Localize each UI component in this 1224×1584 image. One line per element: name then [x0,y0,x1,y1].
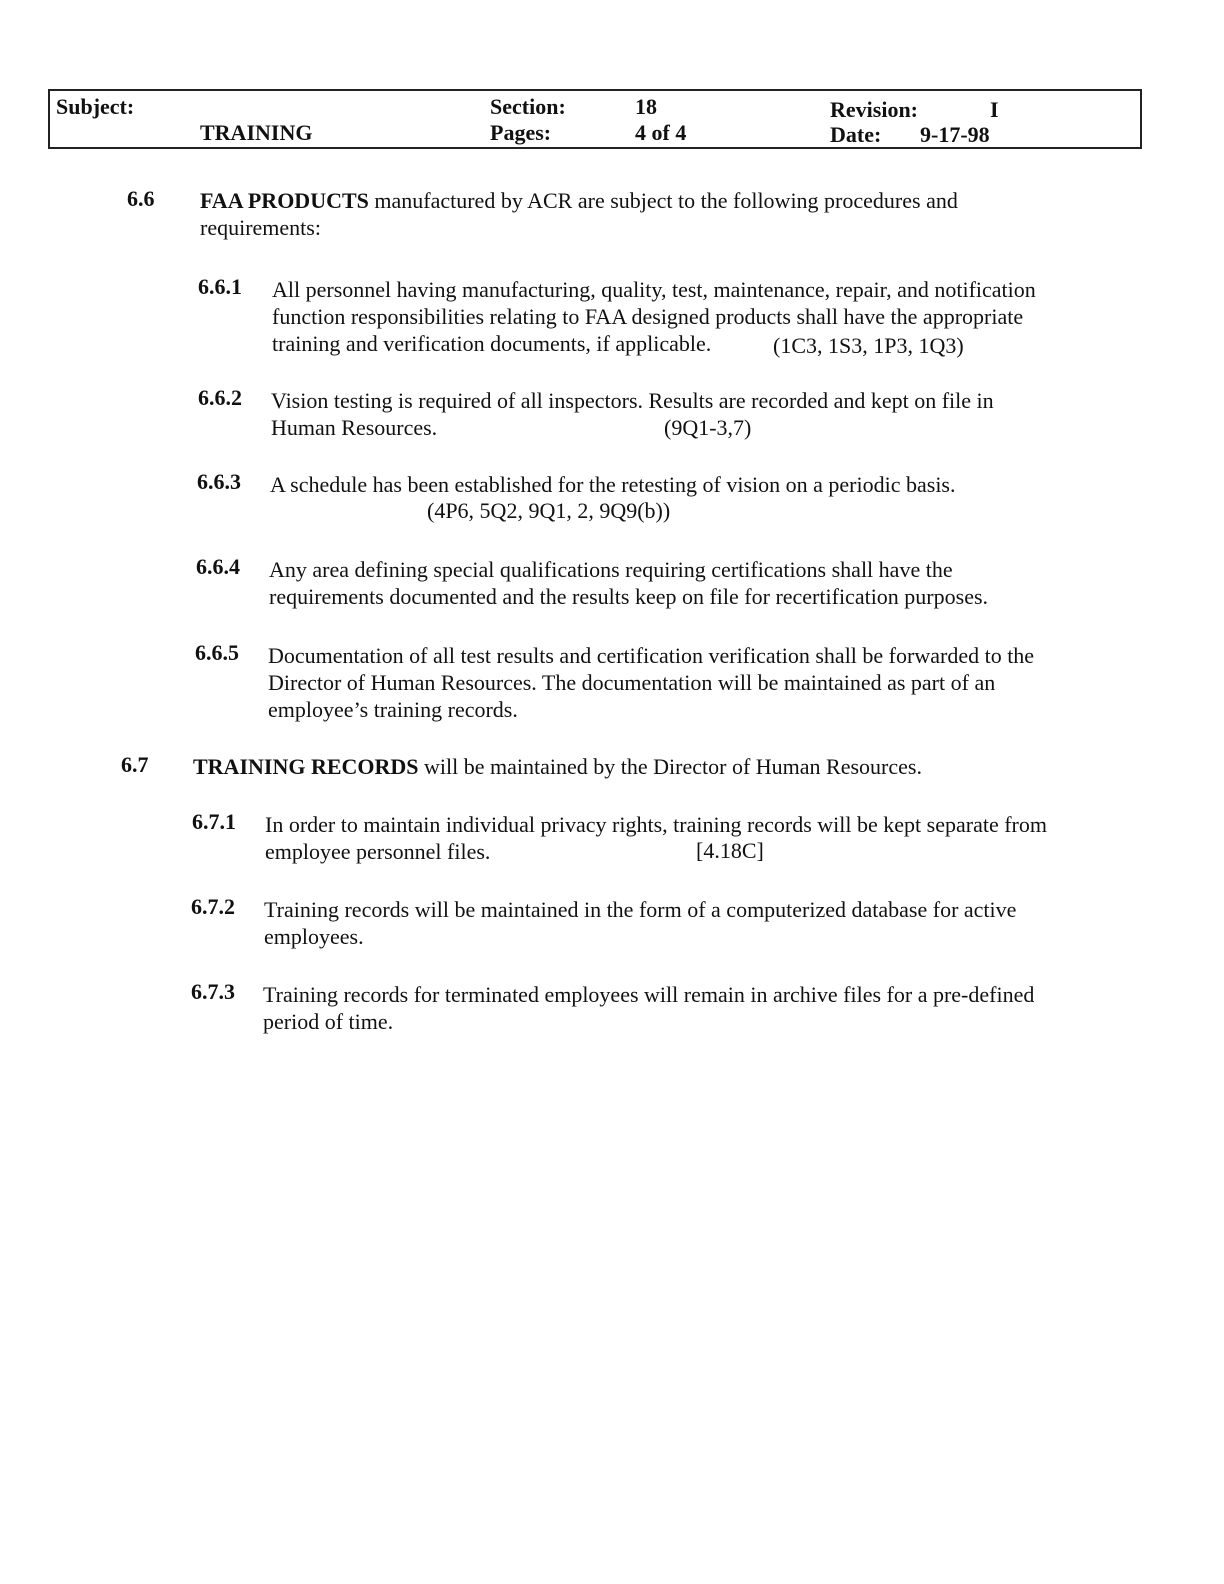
section-6-7-1-line2: employee personnel files. [265,839,491,864]
section-6-6-2-reference: (9Q1-3,7) [664,415,752,440]
section-6-6-5-line1: Documentation of all test results and certification verification shall be forwarded to the [268,643,1035,668]
section-6-6-line1: manufactured by ACR are subject to the following procedures and [368,188,958,213]
section-number-6-7-3: 6.7.3 [191,979,235,1004]
section-number-6-7-1: 6.7.1 [192,809,236,834]
section-number-6-6-2: 6.6.2 [198,385,242,410]
document-header [48,89,1142,149]
section-6-6-3-text [270,471,1130,498]
pages-label: Pages: [490,120,552,145]
section-6-7-heading: TRAINING RECORDS [193,754,419,779]
section-6-6-4-line1: Any area defining special qualifications requiring certifications shall have the [269,557,953,582]
date-label: Date: [830,122,882,147]
pages-value: 4 of 4 [635,120,687,145]
section-6-6-3-line1: A schedule has been established for the retesting of vision on a periodic basis. [270,472,956,497]
section-6-6-4-line2: requirements documented and the results keep on file for recertification purposes. [269,584,989,609]
section-number-6-6-1: 6.6.1 [198,274,242,299]
date-value: 9-17-98 [920,122,990,147]
section-6-7-3-line2: period of time. [263,1009,394,1034]
section-6-7-1-line1: In order to maintain individual privacy rights, training records will be kept separate from [265,812,1047,837]
section-6-6-5-text [268,642,1138,723]
section-label: Section: [490,94,566,119]
section-6-6-2-line1: Vision testing is required of all inspectors. Results are recorded and kept on file in [271,388,994,413]
section-6-6-5-line2: Director of Human Resources. The documentation will be maintained as part of an [268,670,996,695]
subject-label: Subject: [56,94,135,119]
section-6-7-line1: will be maintained by the Director of Human Resources. [418,754,922,779]
section-6-6-5-line3: employee’s training records. [268,697,518,722]
section-value: 18 [635,94,657,119]
section-6-6-line2: requirements: [200,215,321,240]
section-6-7-2-line2: employees. [264,924,364,949]
subject-value: TRAINING [200,120,313,145]
section-number-6-6-5: 6.6.5 [195,640,239,665]
section-number-6-6-3: 6.6.3 [197,469,241,494]
section-number-6-6: 6.6 [127,186,155,211]
section-6-6-2-line2: Human Resources. [271,415,438,440]
section-6-6-1-line2: function responsibilities relating to FAA designed products shall have the appropriate [272,304,1024,329]
section-6-6-3-reference: (4P6, 5Q2, 9Q1, 2, 9Q9(b)) [427,498,671,523]
section-6-7-1-reference: [4.18C] [696,838,764,863]
section-number-6-6-4: 6.6.4 [196,554,240,579]
section-6-6-1-text [272,276,1132,357]
section-6-6-heading: FAA PRODUCTS [200,188,369,213]
section-6-7-text [193,753,1093,780]
section-6-6-1-line1: All personnel having manufacturing, quality, test, maintenance, repair, and notification [272,277,1036,302]
revision-label: Revision: [830,97,918,122]
section-6-7-2-line1: Training records will be maintained in the form of a computerized database for active [264,897,1017,922]
section-6-6-1-line3: training and verification documents, if applicable. [272,331,712,356]
section-number-6-7: 6.7 [121,752,149,777]
section-6-7-3-text [263,981,1143,1035]
section-6-7-2-text [264,896,1144,950]
section-6-6-4-text [269,556,1129,610]
revision-value: I [990,97,999,122]
section-6-6-text [200,187,1100,241]
section-6-7-3-line1: Training records for terminated employees will remain in archive files for a pre-defined [263,982,1035,1007]
section-6-6-1-reference: (1C3, 1S3, 1P3, 1Q3) [773,333,964,358]
section-number-6-7-2: 6.7.2 [191,894,235,919]
